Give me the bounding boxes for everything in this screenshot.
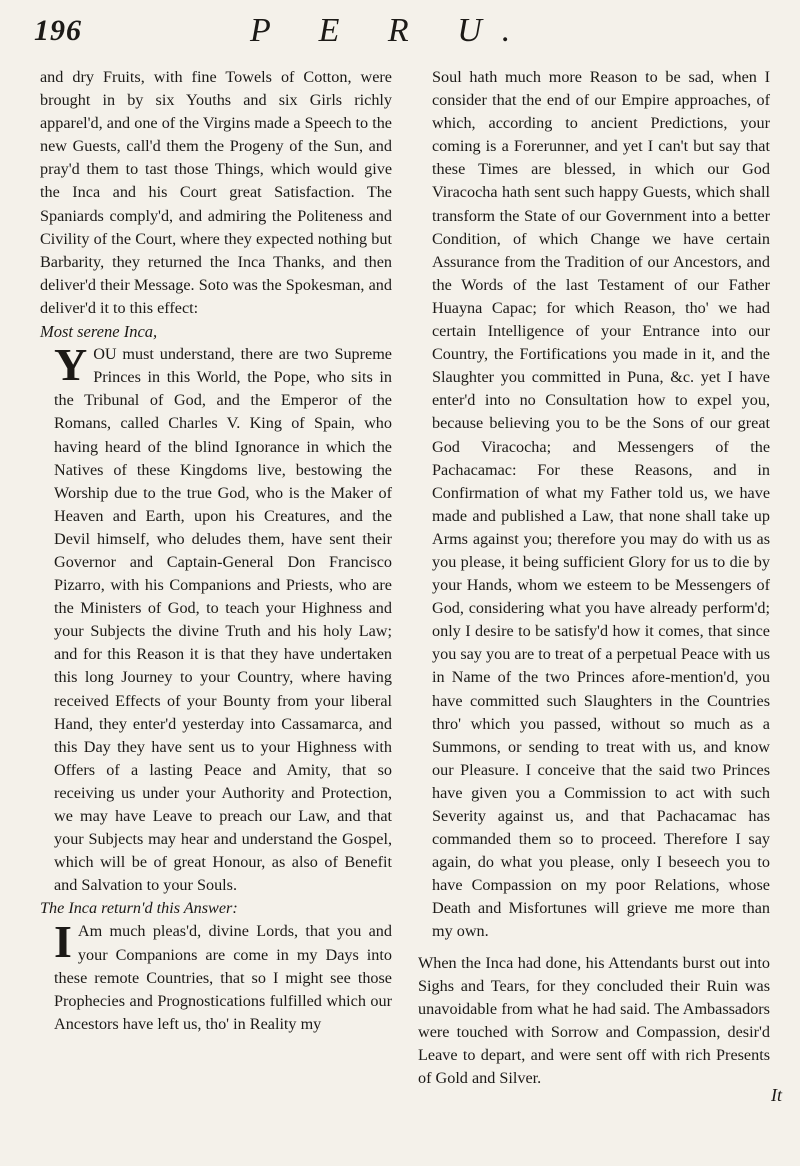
page-number: 196 (34, 14, 82, 47)
catchword: It (771, 1085, 782, 1105)
drop-cap: I (54, 916, 72, 968)
right-column (418, 66, 770, 1090)
answer-heading: The Inca return'd this Answer: (40, 899, 238, 918)
speech-salutation: Most serene Inca, (40, 322, 158, 342)
drop-cap: Y (54, 339, 88, 391)
answer-text: Am much pleas'd, divine Lords, that you and your Companions are come in my Days into these remote Countries, that so I might see those Prophecies and Prognostications fulfilled which our Ancestors have left us, tho' in Reality my (54, 922, 392, 1033)
soto-speech (40, 339, 392, 897)
speech-text: OU must understand, there are two Supreme Princes in this World, the Pope, who sits in the Tribunal of God, and the Emperor of the Romans, called Charles V. King of Spain, who having heard of the blind Ignorance in which the Natives of these Kingdoms live, bestowing the Worship due to the true God, who is the Maker of Heaven and Earth, upon his Creatures, and the Devil himself, who deludes them, have sent their Governor and Captain-General Don Francisco Pizarro, with his Companions and Priests, who are the Ministers of God, to teach your Highness and your Subjects the divine Truth and his holy Law; and for this Reason it is that they have undertaken this long Journey to your Country, where having received Effects of your Bounty from your liberal Hand, they enter'd yesterday into Cassamarca, and this Day they have sent us to your Highness with Offers of a lasting Peace and Amity, that so receiving us under your Authority and Protection, we may have Leave to preach our Law, and that your Subjects may hear and understand the Gospel, which will be of great Honour, as also of Benefit and Salvation to your Souls. (54, 345, 392, 895)
running-title: P E R U. (250, 12, 531, 49)
left-column (40, 66, 392, 1036)
narrative-paragraph: When the Inca had done, his Attendants burst out into Sighs and Tears, for they concluded their Ruin was unavoidable from what he had said. The Ambassadors were touched with Sorrow and Compassion, desir'd Leave to depart, and were sent off with rich Presents of Gold and Silver. (418, 953, 770, 1088)
inca-answer (40, 916, 392, 1035)
narrative-paragraph: and dry Fruits, with fine Towels of Cotton, were brought in by six Youths and six Girls richly apparel'd, and one of the Virgins made a Speech to the new Guests, call'd them the Progeny of the Sun, and pray'd them to tast those Things, which would give the Inca and his Court great Satisfaction. The Spaniards comply'd, and admiring the Politeness and Civility of the Court, where they expected nothing but Barbarity, they returned the Inca Thanks, and then deliver'd their Message. Soto was the Spokesman, and deliver'd it to this effect: (40, 68, 392, 317)
inca-answer-continued: Soul hath much more Reason to be sad, when I consider that the end of our Empire approaches, of which, according to ancient Predictions, your coming is a Forerunner, and yet I can't but say that these Times are blessed, in which our God Viracocha hath sent such happy Guests, which shall transform the State of our Government into a better Condition, of which Change we have certain Assurance from the Tradition of our Ancestors, and the Words of the last Testament of our Father Huayna Capac; for which Reason, tho' we had certain Intelligence of your Entrance into our Country, the Fortifications you made in it, and the Slaughter you committed in Puna, &c. yet I have enter'd into no Consultation how to expel you, because believing you to be the Sons of our great God Viracocha; and Messengers of the Pachacamac: For these Reasons, and in Confirmation of what my Father told us, we have made and published a Law, that none shall take up Arms against you; therefore you may do with us as you please, it being sufficient Glory for us to die by your Hands, whom we esteem to be Messengers of God, considering what you have already perform'd; only I desire to be satisfy'd how it comes, that since you say you are to treat of a perpetual Peace with us in Name of the two Princes afore-mention'd, you have committed such Slaughters in the Countries thro' which you passed, without so much as a Summons, or sending to treat with us, and know our Pleasure. I conceive that the said two Princes have given you a Commission to act with such Severity against us, and that Pachacamac has commanded them so to proceed. Therefore I say again, do what you please, only I beseech you to have Compassion on my poor Relations, whose Death and Misfortunes will grieve me more than my own. (432, 68, 770, 941)
page-header (0, 0, 800, 60)
